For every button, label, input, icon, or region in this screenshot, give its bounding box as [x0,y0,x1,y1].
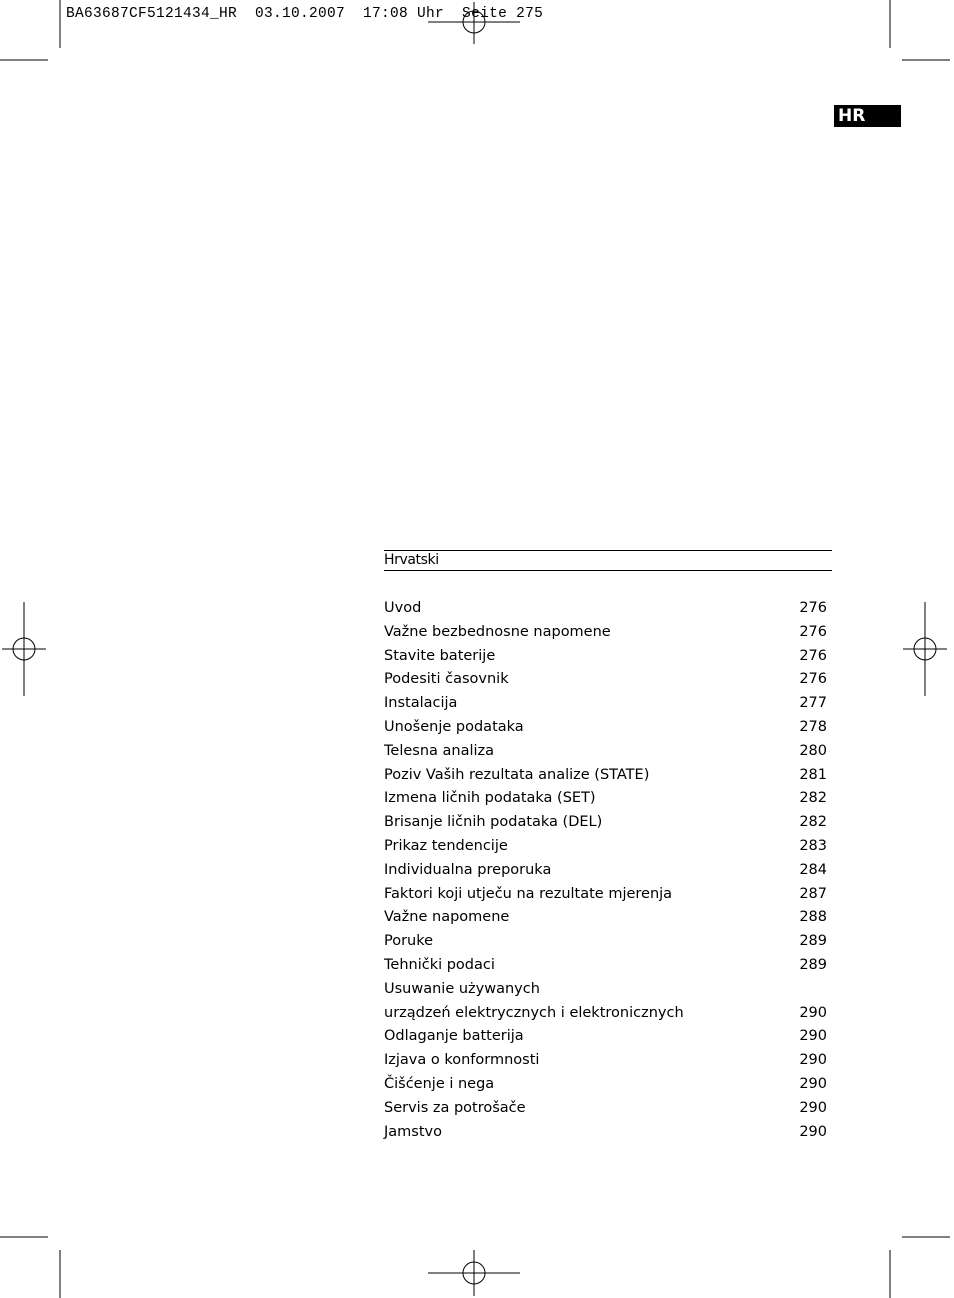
toc-entry-label: Jamstvo [384,1123,442,1140]
toc-entry [384,597,832,621]
toc-entry [384,1097,832,1121]
toc-entry-page: 289 [799,956,827,973]
toc-entry-label: Poziv Vaših rezultata analize (STATE) [384,766,650,783]
toc-entry-label: Individualna preporuka [384,861,552,878]
toc-entry-label: Odlaganje batterija [384,1028,524,1045]
toc-entry [384,835,832,859]
toc-entry [384,1049,832,1073]
toc-entry [384,954,832,978]
toc-entry-label: Poruke [384,933,434,950]
toc-entry-page: 290 [799,1004,827,1021]
toc-entry-page: 290 [799,1028,827,1045]
toc-entry-label: Instalacija [384,695,458,712]
toc-entry-page: 276 [799,671,827,688]
toc-entry [384,668,832,692]
toc-entry-label: Usuwanie używanych [384,980,540,997]
toc-entry-page: 278 [799,718,827,735]
toc-entry [384,859,832,883]
toc-entry-label: Servis za potrošače [384,1099,526,1116]
toc-entry-label: Stavite baterije [384,647,496,664]
toc-entry [384,645,832,669]
toc-entry [384,1073,832,1097]
toc-title: Hrvatski [384,550,832,571]
toc-entry-label: Prikaz tendencije [384,837,508,854]
toc-entry [384,740,832,764]
toc-entry-label: Izmena ličnih podataka (SET) [384,790,596,807]
toc-entry [384,883,832,907]
toc-entry-label: Važne bezbednosne napomene [384,623,611,640]
toc-entry-label: Uvod [384,600,422,616]
toc-entry [384,906,832,930]
toc-entry-page: 289 [799,933,827,950]
registration-mark-left [2,602,46,696]
toc-entry-page: 290 [799,1099,827,1116]
toc-entry-page: 281 [799,766,827,783]
registration-mark-bottom [428,1250,520,1296]
toc-entry-label: urządzeń elektrycznych i elektronicznych [384,1004,684,1021]
toc-entry [384,692,832,716]
registration-mark-right [903,602,947,696]
toc-entry-page: 276 [799,600,827,616]
toc-list [384,597,832,1144]
toc-entry [384,621,832,645]
toc-entry-page: 290 [799,1075,827,1092]
toc-entry-page: 284 [799,861,827,878]
toc-entry-label: Telesna analiza [384,742,495,759]
toc-entry-page: 283 [799,837,827,854]
toc-entry-page: 276 [799,647,827,664]
toc-entry [384,764,832,788]
toc-entry-label: Faktori koji utječu na rezultate mjerenja [384,885,673,902]
toc-entry-page: 290 [799,1052,827,1069]
toc-entry-page: 282 [799,814,827,831]
toc-entry [384,716,832,740]
language-tab: HR [834,105,901,127]
toc-entry [384,1025,832,1049]
toc-entry-page: 287 [799,885,827,902]
toc-entry-page: 276 [799,623,827,640]
toc-entry-page: 277 [799,695,827,712]
toc-entry [384,930,832,954]
toc-entry-page: 282 [799,790,827,807]
print-slug: BA63687CF5121434_HR 03.10.2007 17:08 Uhr Seite 275 [66,6,544,22]
toc-entry-page: 288 [799,909,827,926]
toc-entry [384,978,832,1002]
toc-entry-page: 280 [799,742,827,759]
table-of-contents [384,550,832,1140]
toc-entry-label: Podesiti časovnik [384,671,509,688]
toc-entry [384,787,832,811]
toc-entry-label: Izjava o konformnosti [384,1052,540,1069]
toc-entry [384,1121,832,1145]
toc-entry-label: Brisanje ličnih podataka (DEL) [384,814,603,831]
toc-entry-page: 290 [799,1123,827,1140]
toc-entry-label: Tehnički podaci [384,956,495,973]
toc-entry-label: Čišćenje i nega [384,1075,495,1092]
toc-entry-page [787,978,832,1002]
toc-entry [384,1002,832,1026]
toc-entry-label: Važne napomene [384,909,510,926]
toc-entry [384,811,832,835]
toc-entry-label: Unošenje podataka [384,718,524,735]
